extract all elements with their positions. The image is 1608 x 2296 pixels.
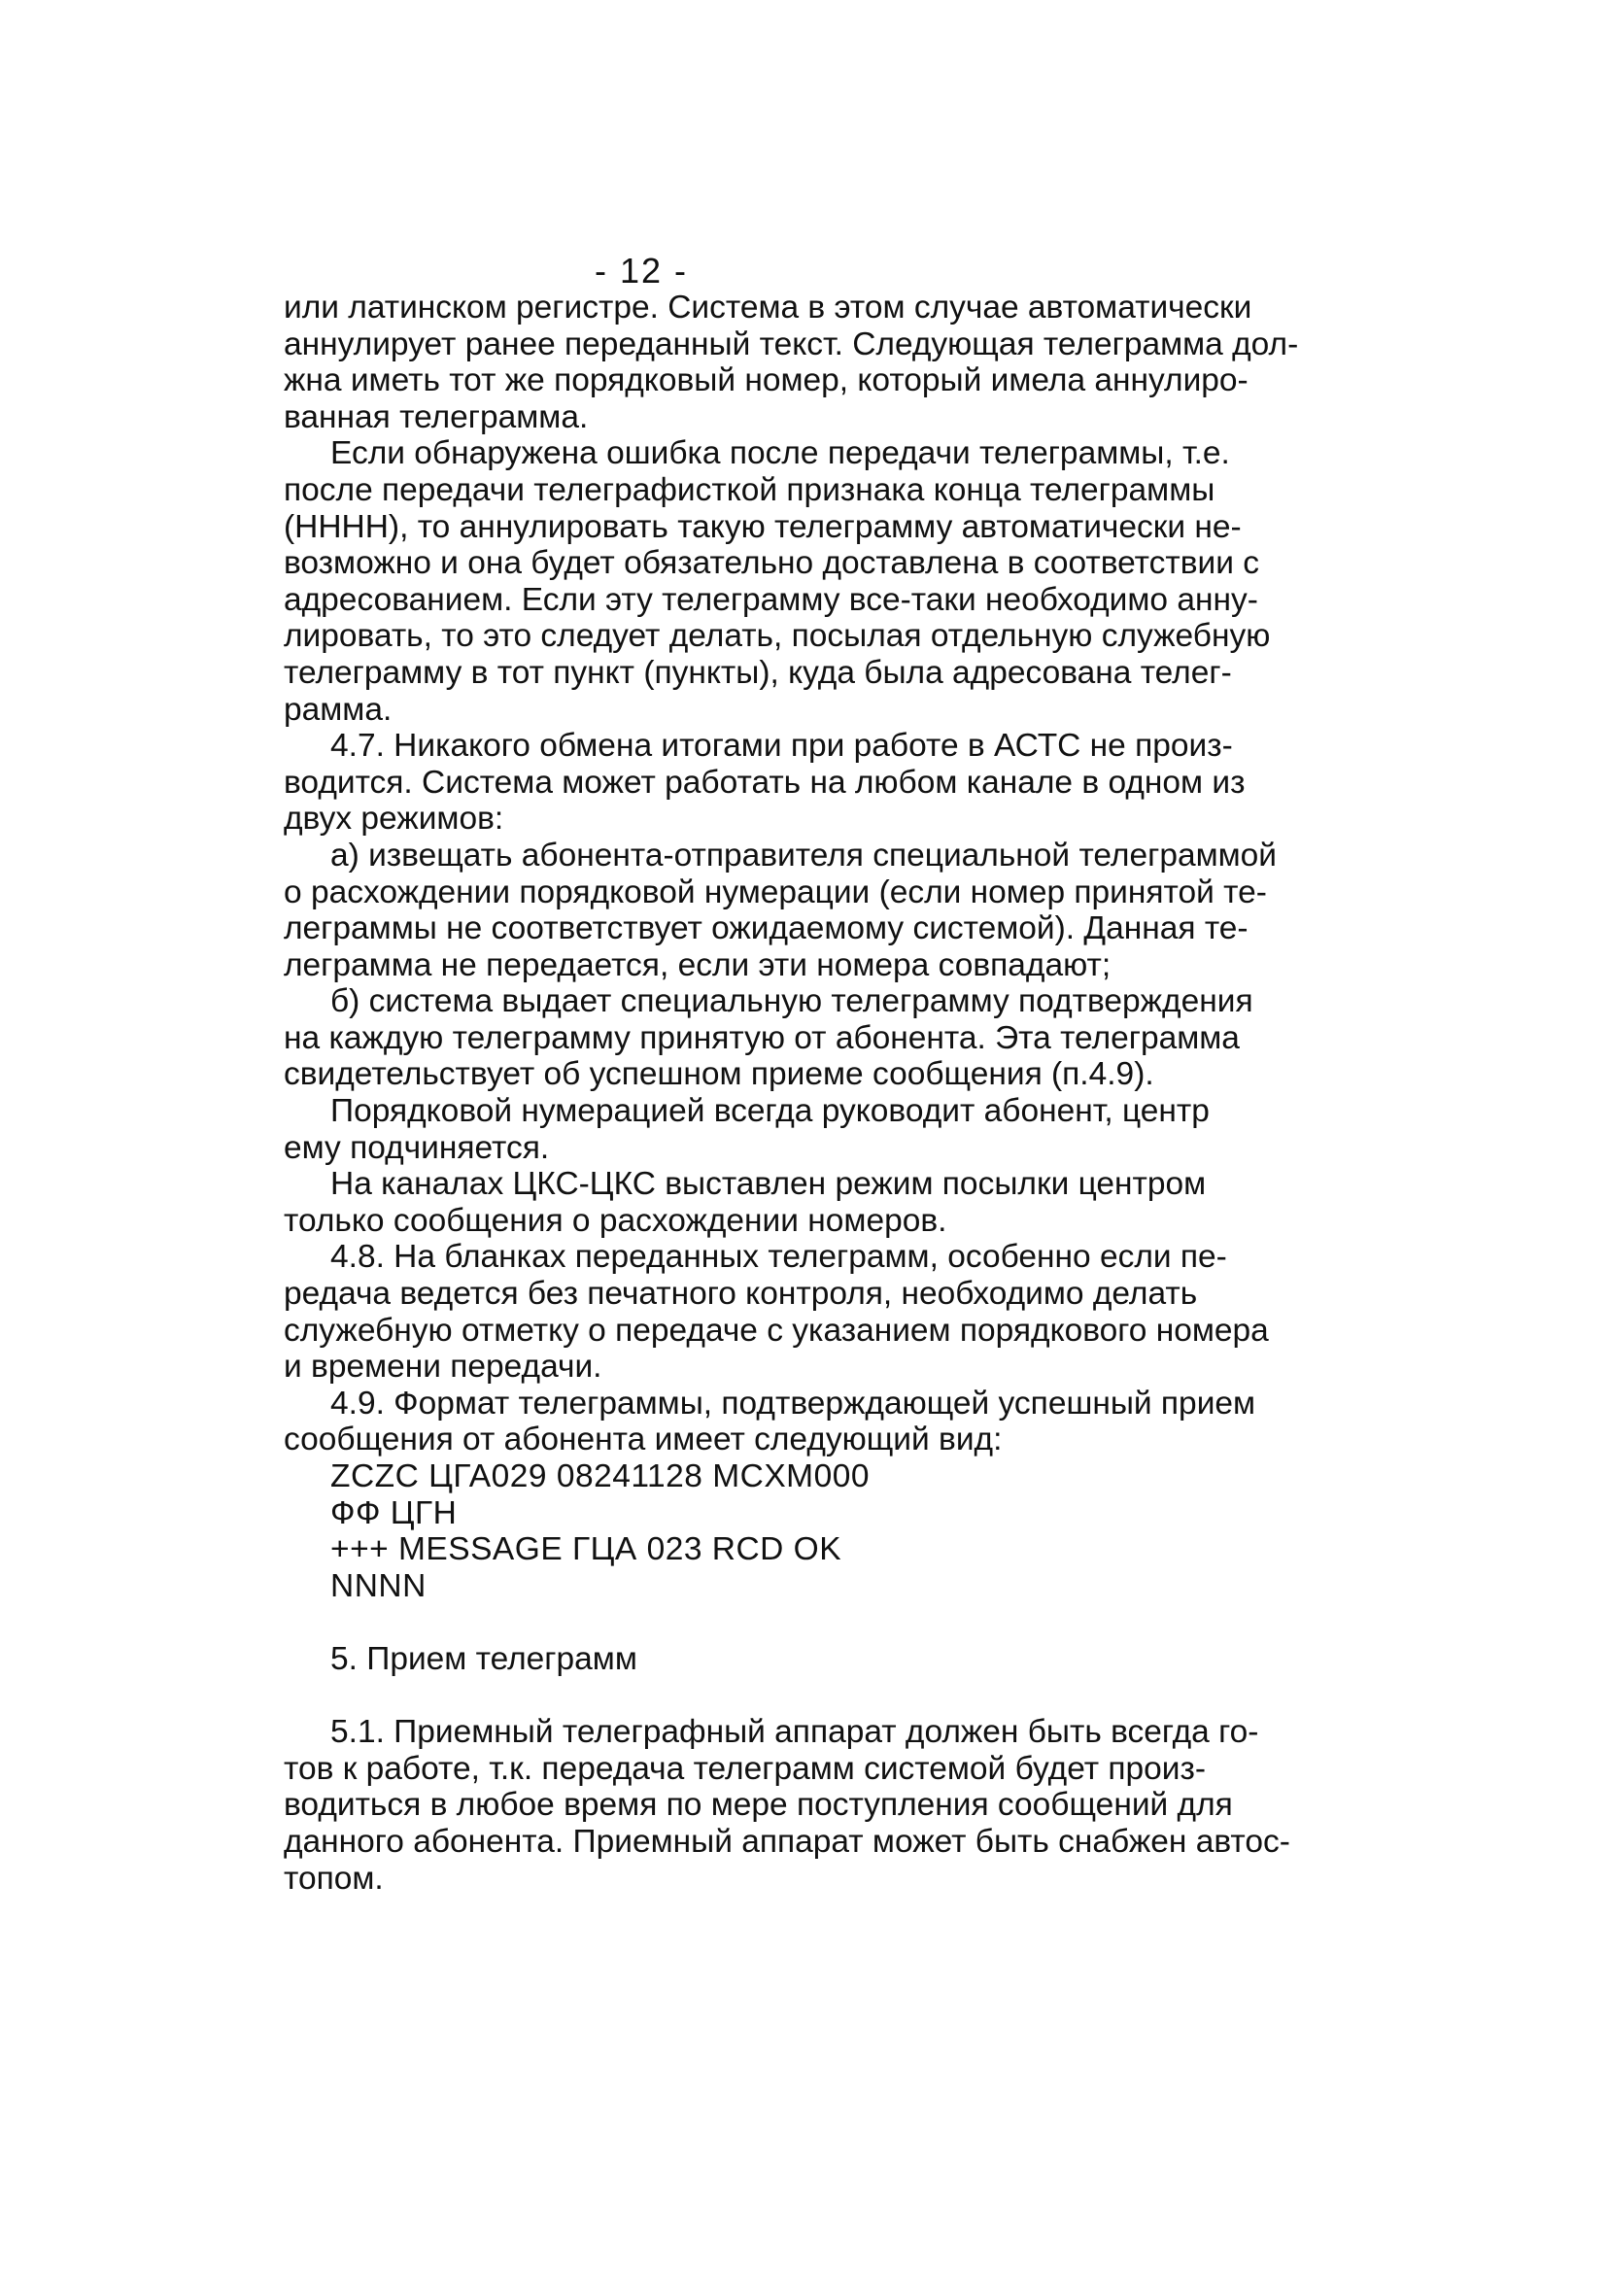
text-line: двух режимов:: [284, 801, 504, 838]
telegram-format-line: NNNN: [330, 1567, 427, 1604]
text-line: 4.9. Формат телеграммы, подтверждающей успешный прием: [330, 1385, 1256, 1422]
text-line: (НННН), то аннулировать такую телеграмму автоматически не-: [284, 508, 1242, 545]
text-line: 4.8. На бланках переданных телеграмм, особенно если пе-: [330, 1239, 1227, 1276]
text-line: аннулирует ранее переданный текст. Следующая телеграмма дол-: [284, 326, 1299, 362]
telegram-format-line: ФФ ЦГН: [330, 1494, 458, 1531]
spacer: [284, 1678, 1352, 1715]
text-line: адресованием. Если эту телеграмму все-таки необходимо анну-: [284, 581, 1258, 618]
text-line: 4.7. Никакого обмена итогами при работе в АСТС не произ-: [330, 728, 1233, 765]
text-line: а) извещать абонента-отправителя специальной телеграммой: [330, 837, 1278, 874]
text-line: топом.: [284, 1860, 384, 1897]
text-line: леграмма не передается, если эти номера совпадают;: [284, 946, 1112, 983]
text-line: и времени передачи.: [284, 1349, 602, 1386]
text-line: телеграмму в тот пункт (пункты), куда была адресована телег-: [284, 654, 1232, 691]
telegram-format-line: +++ MESSAGE ГЦА 023 RCD OK: [330, 1531, 842, 1568]
text-line: сообщения от абонента имеет следующий вид:: [284, 1422, 1003, 1458]
text-line: редача ведется без печатного контроля, необходимо делать: [284, 1276, 1198, 1313]
text-line: свидетельствует об успешном приеме сообщения (п.4.9).: [284, 1056, 1154, 1093]
text-line: данного абонента. Приемный аппарат может быть снабжен автос-: [284, 1823, 1290, 1860]
text-line: Порядковой нумерацией всегда руководит абонент, центр: [330, 1093, 1210, 1130]
text-line: ему подчиняется.: [284, 1129, 550, 1166]
text-line: на каждую телеграмму принятую от абонента. Эта телеграмма: [284, 1019, 1240, 1056]
text-line: после передачи телеграфисткой признака конца телеграммы: [284, 471, 1215, 508]
text-line: о расхождении порядковой нумерации (если номер принятой те-: [284, 874, 1267, 910]
text-line: водится. Система может работать на любом канале в одном из: [284, 764, 1246, 801]
text-line: рамма.: [284, 691, 393, 728]
text-line: ванная телеграмма.: [284, 398, 589, 435]
text-line: только сообщения о расхождении номеров.: [284, 1202, 947, 1239]
text-line: служебную отметку о передаче с указанием порядкового номера: [284, 1312, 1269, 1349]
text-line: лировать, то это следует делать, посылая отдельную служебную: [284, 618, 1271, 655]
page-number: - 12 -: [594, 251, 689, 291]
text-line: возможно и она будет обязательно доставлена в соответствии с: [284, 545, 1260, 582]
telegram-format-line: ZCZC ЦГА029 08241128 MCXM000: [330, 1458, 870, 1494]
text-line: или латинском регистре. Система в этом случае автоматически: [284, 290, 1252, 326]
spacer: [284, 1604, 1352, 1641]
text-line: На каналах ЦКС-ЦКС выставлен режим посылки центром: [330, 1166, 1207, 1203]
text-line: Если обнаружена ошибка после передачи телеграммы, т.е.: [330, 435, 1230, 472]
section-heading: 5. Прием телеграмм: [330, 1640, 637, 1677]
text-line: водиться в любое время по мере поступления сообщений для: [284, 1787, 1233, 1824]
body-text: [284, 290, 1352, 1897]
text-line: тов к работе, т.к. передача телеграмм системой будет произ-: [284, 1750, 1207, 1787]
text-line: б) система выдает специальную телеграмму подтверждения: [330, 983, 1253, 1020]
text-line: леграммы не соответствует ожидаемому системой). Данная те-: [284, 910, 1249, 947]
text-line: 5.1. Приемный телеграфный аппарат должен быть всегда го-: [330, 1714, 1259, 1751]
text-line: жна иметь тот же порядковый номер, который имела аннулиро-: [284, 362, 1249, 399]
